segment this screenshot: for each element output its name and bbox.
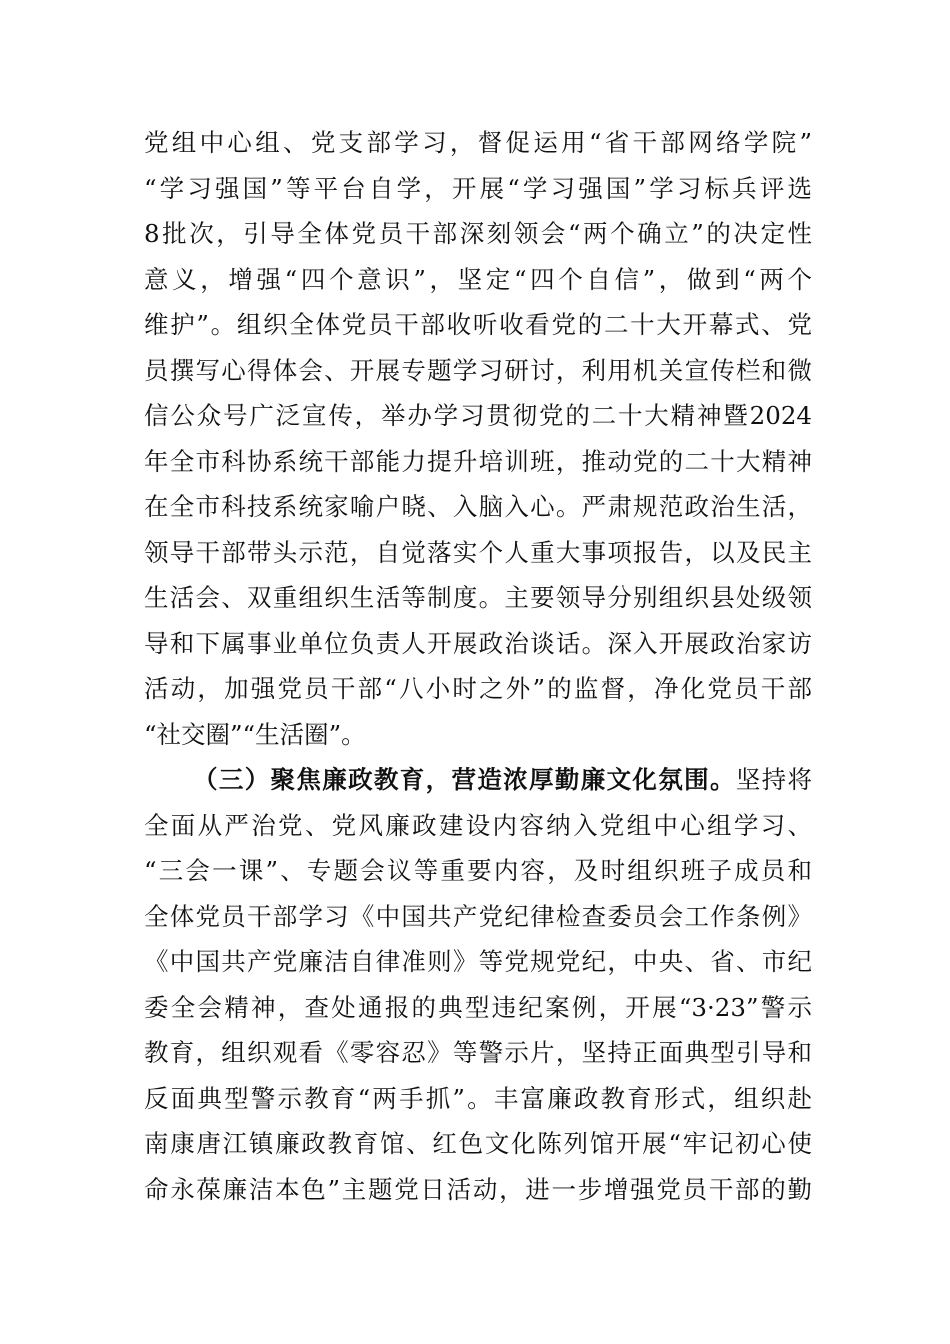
paragraph-line: 意义，增强“四个意识”，坚定“四个自信”，做到“两个	[144, 264, 812, 294]
paragraph-line: 领导干部带头示范，自觉落实个人重大事项报告，以及民主	[144, 537, 812, 567]
document-body	[144, 120, 812, 1212]
paragraph-line: 导和下属事业单位负责人开展政治谈话。深入开展政治家访	[144, 628, 812, 658]
paragraph-line: 维护”。组织全体党员干部收听收看党的二十大开幕式、党	[144, 310, 812, 339]
paragraph-line: 年全市科协系统干部能力提升培训班，推动党的二十大精神	[144, 446, 812, 476]
paragraph-line: 全体党员干部学习《中国共产党纪律检查委员会工作条例》	[144, 901, 812, 931]
paragraph-line: 全面从严治党、党风廉政建设内容纳入党组中心组学习、	[144, 810, 812, 840]
paragraph-line: 《中国共产党廉洁自律准则》等党规党纪，中央、省、市纪	[144, 947, 812, 976]
paragraph-line-rest: 坚持将	[735, 765, 813, 794]
paragraph-line: “学习强国”等平台自学，开展“学习强国”学习标兵评选	[144, 173, 812, 203]
paragraph-first-line	[144, 757, 812, 803]
paragraph-line: 南康唐江镇廉政教育馆、红色文化陈列馆开展“牢记初心使	[144, 1129, 812, 1158]
paragraph-line: 在全市科技系统家喻户晓、入脑入心。严肃规范政治生活，	[144, 492, 812, 521]
paragraph-line: “社交圈”“生活圈”。	[144, 719, 366, 749]
paragraph-line: 8批次，引导全体党员干部深刻领会“两个确立”的决定性	[144, 219, 812, 248]
paragraph-line: “三会一课”、专题会议等重要内容，及时组织班子成员和	[144, 856, 812, 885]
paragraph-line: 教育，组织观看《零容忍》等警示片，坚持正面典型引导和	[144, 1038, 812, 1067]
paragraph-party-study	[144, 120, 812, 757]
paragraph-line: 生活会、双重组织生活等制度。主要领导分别组织县处级领	[144, 583, 812, 612]
paragraph-line: 委全会精神，查处通报的典型违纪案例，开展“3·23”警示	[144, 992, 812, 1022]
paragraph-line: 活动，加强党员干部“八小时之外”的监督，净化党员干部	[144, 674, 812, 703]
paragraph-integrity-education	[144, 757, 812, 1212]
paragraph-line: 党组中心组、党支部学习，督促运用“省干部网络学院”	[144, 128, 812, 157]
paragraph-line: 信公众号广泛宣传，举办学习贯彻党的二十大精神暨2024	[144, 401, 812, 430]
paragraph-line: 命永葆廉洁本色”主题党日活动，进一步增强党员干部的勤	[144, 1174, 812, 1204]
paragraph-line: 员撰写心得体会、开展专题学习研讨，利用机关宣传栏和微	[144, 355, 812, 385]
section-heading: （三）聚焦廉政教育，营造浓厚勤廉文化氛围。	[193, 765, 736, 794]
paragraph-line: 反面典型警示教育“两手抓”。丰富廉政教育形式，组织赴	[144, 1083, 812, 1113]
